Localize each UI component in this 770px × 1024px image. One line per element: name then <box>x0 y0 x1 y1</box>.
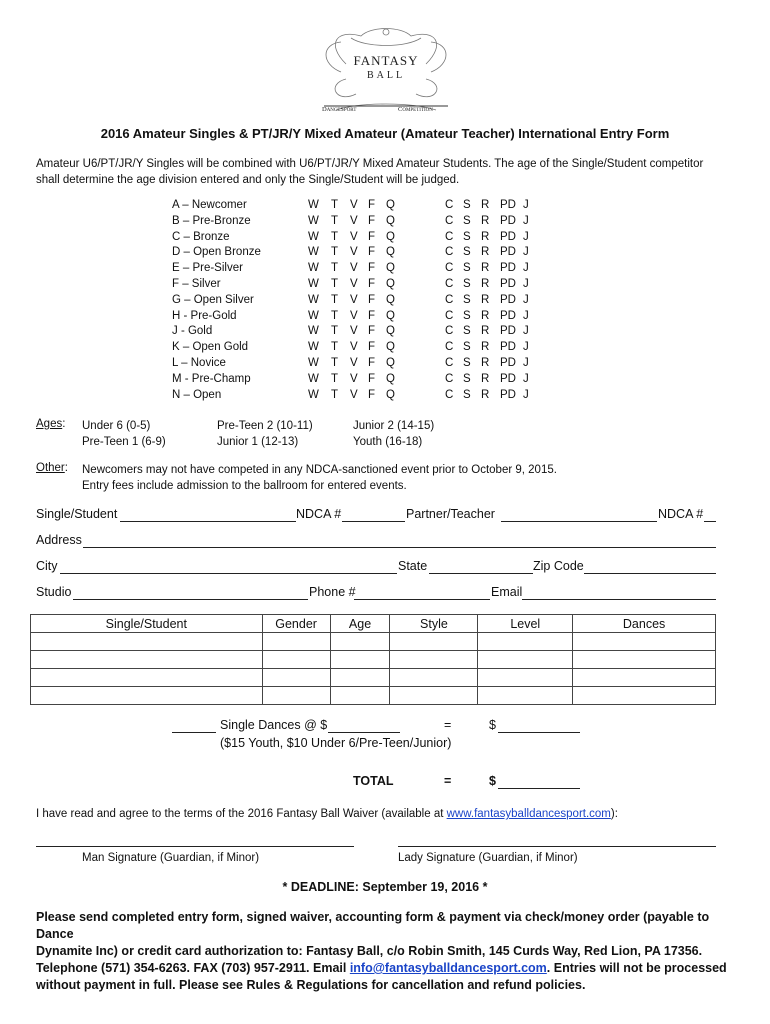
age-junior2: Junior 2 (14-15) <box>353 420 435 432</box>
standard-dance-option[interactable]: Q <box>386 372 395 385</box>
standard-dance-option[interactable]: W <box>308 372 319 385</box>
fee-note: ($15 Youth, $10 Under 6/Pre-Teen/Junior) <box>220 736 452 750</box>
form-title: 2016 Amateur Singles & PT/JR/Y Mixed Amateur (Amateur Teacher) International Entry Form <box>100 126 670 141</box>
table-cell[interactable] <box>330 633 390 651</box>
ages-col-3 <box>353 418 434 450</box>
level-name: G – Open Silver <box>172 293 254 306</box>
latin-dance-option[interactable]: R <box>481 309 490 322</box>
standard-dance-option[interactable]: F <box>368 230 376 243</box>
standard-dance-option[interactable]: Q <box>386 325 395 338</box>
standard-dance-option[interactable]: T <box>331 277 339 290</box>
lady-signature-line[interactable] <box>398 846 716 847</box>
deadline: * DEADLINE: September 19, 2016 * <box>282 880 488 894</box>
ages-col-1 <box>82 418 166 450</box>
latin-dance-option[interactable]: PD <box>500 341 516 354</box>
table-cell[interactable] <box>262 633 330 651</box>
equals-1: = <box>444 718 452 732</box>
waiver-link[interactable]: www.fantasyballdancesport.com <box>446 808 611 820</box>
ndca-2-label: NDCA # <box>658 507 704 521</box>
latin-dance-option[interactable]: C <box>445 309 454 322</box>
standard-dance-option[interactable]: T <box>331 293 339 306</box>
latin-dance-option[interactable]: PD <box>500 293 516 306</box>
col-single-student: Single/Student <box>31 615 263 633</box>
standard-dance-option[interactable]: F <box>368 214 376 227</box>
standard-dance-option[interactable]: F <box>368 325 376 338</box>
standard-dance-option[interactable]: T <box>331 372 339 385</box>
other-label-text: Other <box>36 462 65 474</box>
single-student-field[interactable] <box>120 521 296 522</box>
latin-dance-option[interactable]: S <box>463 388 471 401</box>
standard-dance-option[interactable]: T <box>331 388 339 401</box>
entries-table <box>30 614 716 705</box>
standard-dance-option[interactable]: V <box>350 293 358 306</box>
dollar-2: $ <box>489 774 496 788</box>
table-cell[interactable] <box>31 633 263 651</box>
man-signature-label: Man Signature (Guardian, if Minor) <box>82 852 260 864</box>
standard-dance-option[interactable]: Q <box>386 309 395 322</box>
level-name: E – Pre-Silver <box>172 262 243 275</box>
latin-dance-option[interactable]: C <box>445 356 454 369</box>
table-cell[interactable] <box>573 633 716 651</box>
dance-count-field[interactable] <box>172 732 216 733</box>
level-name: B – Pre-Bronze <box>172 214 251 227</box>
dollar-1: $ <box>489 718 496 732</box>
table-cell[interactable] <box>31 669 263 687</box>
closing-line-3b: . Entries will not be processed <box>546 961 727 975</box>
partner-teacher-field[interactable] <box>501 521 657 522</box>
latin-dance-option[interactable]: J <box>523 325 529 338</box>
ndca-1-field[interactable] <box>342 521 405 522</box>
single-student-label: Single/Student <box>36 507 118 521</box>
latin-dance-option[interactable]: R <box>481 388 490 401</box>
standard-dance-option[interactable]: T <box>331 230 339 243</box>
row-city <box>36 559 716 577</box>
latin-dance-option[interactable]: J <box>523 230 529 243</box>
standard-dance-option[interactable]: Q <box>386 293 395 306</box>
latin-dance-option[interactable]: PD <box>500 388 516 401</box>
waiver-text-main: I have read and agree to the terms of the 2016 Fantasy Ball Waiver (available at <box>36 808 447 820</box>
latin-dance-option[interactable]: C <box>445 341 454 354</box>
latin-dance-option[interactable]: J <box>523 372 529 385</box>
standard-dance-option[interactable]: W <box>308 309 319 322</box>
zip-field[interactable] <box>584 573 716 574</box>
standard-dance-option[interactable]: T <box>331 325 339 338</box>
closing-line-3 <box>36 960 746 977</box>
logo-left-word: DanceSport <box>322 106 357 113</box>
city-field[interactable] <box>60 573 397 574</box>
latin-dance-option[interactable]: R <box>481 199 490 211</box>
latin-dance-option[interactable]: C <box>445 230 454 243</box>
latin-dance-option[interactable]: S <box>463 293 471 306</box>
other-label-colon: : <box>64 462 68 474</box>
ages-col-2 <box>217 418 313 450</box>
standard-dance-option[interactable]: Q <box>386 277 395 290</box>
latin-dance-option[interactable]: J <box>523 388 529 401</box>
level-name: D – Open Bronze <box>172 246 261 259</box>
intro-line-1: Amateur U6/PT/JR/Y Singles will be combined with U6/PT/JR/Y Mixed Amateur Students. The age of the Single/Student competitor <box>36 158 704 170</box>
equals-2: = <box>444 774 452 788</box>
latin-dance-option[interactable]: C <box>445 199 454 211</box>
standard-dance-option[interactable]: V <box>350 356 358 369</box>
standard-dance-option[interactable]: F <box>368 277 376 290</box>
latin-dance-option[interactable]: R <box>481 214 490 227</box>
table-row <box>31 687 716 705</box>
latin-dance-option[interactable]: R <box>481 246 490 259</box>
latin-dance-option[interactable]: R <box>481 325 490 338</box>
latin-dance-option[interactable]: PD <box>500 214 516 227</box>
standard-dance-option[interactable]: W <box>308 277 319 290</box>
city-label: City <box>36 559 58 573</box>
standard-dance-option[interactable]: F <box>368 262 376 275</box>
age-youth: Youth (16-18) <box>353 436 423 448</box>
latin-dance-option[interactable]: R <box>481 230 490 243</box>
latin-dance-option[interactable]: S <box>463 309 471 322</box>
standard-dance-option[interactable]: T <box>331 262 339 275</box>
standard-dance-option[interactable]: F <box>368 388 376 401</box>
studio-field[interactable] <box>73 599 308 600</box>
col-style: Style <box>390 615 478 633</box>
latin-dance-option[interactable]: S <box>463 277 471 290</box>
latin-dance-option[interactable]: S <box>463 325 471 338</box>
waiver-text-end: ): <box>610 808 618 820</box>
standard-dance-option[interactable]: F <box>368 293 376 306</box>
standard-dance-option[interactable]: W <box>308 341 319 354</box>
lady-signature-label: Lady Signature (Guardian, if Minor) <box>398 852 578 864</box>
email-label: Email <box>491 585 523 599</box>
col-age: Age <box>330 615 390 633</box>
phone-field[interactable] <box>354 599 490 600</box>
fee-amount-field[interactable] <box>328 732 400 733</box>
level-name: H - Pre-Gold <box>172 309 237 322</box>
standard-dance-option[interactable]: V <box>350 309 358 322</box>
standard-dance-option[interactable]: W <box>308 199 319 211</box>
latin-dance-option[interactable]: J <box>523 341 529 354</box>
latin-dance-option[interactable]: PD <box>500 325 516 338</box>
standard-dance-option[interactable]: V <box>350 388 358 401</box>
standard-dance-option[interactable]: F <box>368 356 376 369</box>
table-cell[interactable] <box>262 651 330 669</box>
intro-line-2: shall determine the age division entered and only the Single/Student will be judged. <box>36 174 460 186</box>
total-label: TOTAL <box>353 774 394 788</box>
latin-dance-option[interactable]: S <box>463 214 471 227</box>
age-preteen1: Pre-Teen 1 (6-9) <box>82 436 166 448</box>
table-cell[interactable] <box>31 687 263 705</box>
latin-dance-option[interactable]: S <box>463 372 471 385</box>
level-name: C – Bronze <box>172 230 230 243</box>
level-name: L – Novice <box>172 356 226 369</box>
state-label: State <box>398 559 428 573</box>
address-field[interactable] <box>83 547 716 548</box>
level-name: A – Newcomer <box>172 199 247 211</box>
intro-text <box>36 156 736 188</box>
latin-dance-option[interactable]: J <box>523 214 529 227</box>
standard-dance-option[interactable]: Q <box>386 262 395 275</box>
table-cell[interactable] <box>390 669 478 687</box>
address-label: Address <box>36 533 82 547</box>
other-label <box>36 462 68 474</box>
fantasy-ball-logo <box>316 24 456 116</box>
latin-dance-option[interactable]: J <box>523 199 529 211</box>
latin-dance-option[interactable]: C <box>445 372 454 385</box>
standard-dance-option[interactable]: W <box>308 388 319 401</box>
standard-dance-option[interactable]: F <box>368 372 376 385</box>
waiver-text <box>36 808 618 820</box>
latin-dance-option[interactable]: PD <box>500 277 516 290</box>
latin-dance-option[interactable]: PD <box>500 246 516 259</box>
ages-label-colon: : <box>62 418 66 430</box>
latin-dance-option[interactable]: C <box>445 277 454 290</box>
latin-dance-option[interactable]: S <box>463 262 471 275</box>
table-cell[interactable] <box>573 687 716 705</box>
latin-dance-option[interactable]: R <box>481 356 490 369</box>
latin-dance-option[interactable]: R <box>481 372 490 385</box>
table-cell[interactable] <box>478 687 573 705</box>
col-level: Level <box>478 615 573 633</box>
latin-dance-option[interactable]: S <box>463 230 471 243</box>
standard-dance-option[interactable]: V <box>350 230 358 243</box>
logo-right-word: Competition <box>398 106 433 113</box>
table-row <box>31 669 716 687</box>
latin-dance-option[interactable]: J <box>523 356 529 369</box>
age-under6: Under 6 (0-5) <box>82 420 151 432</box>
col-dances: Dances <box>573 615 716 633</box>
table-cell[interactable] <box>330 687 390 705</box>
standard-dance-option[interactable]: V <box>350 325 358 338</box>
latin-dance-option[interactable]: S <box>463 341 471 354</box>
standard-dance-option[interactable]: V <box>350 372 358 385</box>
standard-dance-option[interactable]: Q <box>386 214 395 227</box>
latin-dance-option[interactable]: S <box>463 246 471 259</box>
standard-dance-option[interactable]: Q <box>386 230 395 243</box>
latin-dance-option[interactable]: J <box>523 277 529 290</box>
age-junior1: Junior 1 (12-13) <box>217 436 299 448</box>
standard-dance-option[interactable]: W <box>308 214 319 227</box>
latin-dance-option[interactable]: PD <box>500 372 516 385</box>
table-cell[interactable] <box>573 669 716 687</box>
level-name: K – Open Gold <box>172 341 249 354</box>
latin-dance-option[interactable]: C <box>445 262 454 275</box>
ages-label <box>36 418 65 430</box>
standard-dance-option[interactable]: V <box>350 246 358 259</box>
standard-dance-option[interactable]: W <box>308 293 319 306</box>
closing-instructions <box>36 909 746 994</box>
state-field[interactable] <box>429 573 533 574</box>
age-preteen2: Pre-Teen 2 (10-11) <box>217 420 313 432</box>
entries-header-row <box>31 615 716 633</box>
latin-dance-option[interactable]: PD <box>500 262 516 275</box>
standard-dance-option[interactable]: W <box>308 230 319 243</box>
table-cell[interactable] <box>262 687 330 705</box>
man-signature-line[interactable] <box>36 846 354 847</box>
row-address <box>36 533 716 551</box>
table-cell[interactable] <box>390 687 478 705</box>
standard-dance-option[interactable]: W <box>308 262 319 275</box>
table-row <box>31 651 716 669</box>
row-names <box>36 507 716 525</box>
table-cell[interactable] <box>390 651 478 669</box>
standard-dance-option[interactable]: F <box>368 341 376 354</box>
col-gender: Gender <box>262 615 330 633</box>
latin-dance-option[interactable]: R <box>481 262 490 275</box>
phone-label: Phone # <box>309 585 356 599</box>
latin-dance-option[interactable]: C <box>445 293 454 306</box>
standard-dance-option[interactable]: Q <box>386 356 395 369</box>
table-cell[interactable] <box>330 651 390 669</box>
table-cell[interactable] <box>31 651 263 669</box>
other-text <box>82 462 557 494</box>
other-line-1: Newcomers may not have competed in any NDCA-sanctioned event prior to October 9, 2015. <box>82 464 557 476</box>
standard-dance-option[interactable]: V <box>350 277 358 290</box>
contact-email-link[interactable]: info@fantasyballdancesport.com <box>349 961 547 975</box>
latin-dance-option[interactable]: PD <box>500 309 516 322</box>
standard-dance-option[interactable]: T <box>331 246 339 259</box>
table-cell[interactable] <box>478 669 573 687</box>
level-name: F – Silver <box>172 277 221 290</box>
standard-dance-option[interactable]: Q <box>386 199 395 211</box>
standard-dance-option[interactable]: V <box>350 341 358 354</box>
standard-dance-option[interactable]: Q <box>386 246 395 259</box>
latin-dance-option[interactable]: R <box>481 341 490 354</box>
standard-dance-option[interactable]: F <box>368 199 376 211</box>
latin-dance-option[interactable]: J <box>523 262 529 275</box>
row-total <box>353 774 593 792</box>
latin-dance-option[interactable]: R <box>481 293 490 306</box>
table-cell[interactable] <box>262 669 330 687</box>
table-cell[interactable] <box>478 633 573 651</box>
total-field[interactable] <box>498 788 580 789</box>
standard-dance-option[interactable]: V <box>350 214 358 227</box>
table-cell[interactable] <box>573 651 716 669</box>
latin-dance-option[interactable]: C <box>445 388 454 401</box>
email-field[interactable] <box>522 599 716 600</box>
level-name: M - Pre-Champ <box>172 372 251 385</box>
latin-dance-option[interactable]: J <box>523 309 529 322</box>
standard-dance-option[interactable]: T <box>331 214 339 227</box>
zip-label: Zip Code <box>533 559 584 573</box>
latin-dance-option[interactable]: J <box>523 246 529 259</box>
partner-teacher-label: Partner/Teacher <box>406 507 495 521</box>
logo-name-top: FANTASY <box>353 53 419 68</box>
row-single-dances <box>172 718 592 736</box>
table-cell[interactable] <box>390 633 478 651</box>
table-cell[interactable] <box>330 669 390 687</box>
level-name: N – Open <box>172 388 222 401</box>
closing-line-4: without payment in full. Please see Rules & Regulations for cancellation and refund policies. <box>36 978 586 992</box>
latin-dance-option[interactable]: J <box>523 293 529 306</box>
standard-dance-option[interactable]: T <box>331 199 339 211</box>
latin-dance-option[interactable]: PD <box>500 199 516 211</box>
ndca-1-label: NDCA # <box>296 507 342 521</box>
other-line-2: Entry fees include admission to the ballroom for entered events. <box>82 480 407 492</box>
standard-dance-option[interactable]: V <box>350 199 358 211</box>
level-name: J - Gold <box>172 325 213 338</box>
latin-dance-option[interactable]: PD <box>500 356 516 369</box>
standard-dance-option[interactable]: W <box>308 325 319 338</box>
table-cell[interactable] <box>478 651 573 669</box>
standard-dance-option[interactable]: T <box>331 356 339 369</box>
subtotal-field[interactable] <box>498 732 580 733</box>
standard-dance-option[interactable]: F <box>368 309 376 322</box>
closing-line-1: Please send completed entry form, signed waiver, accounting form & payment via check/money order (payable to Dance <box>36 910 710 941</box>
logo-name-bottom: BALL <box>366 70 406 81</box>
standard-dance-option[interactable]: W <box>308 246 319 259</box>
latin-dance-option[interactable]: S <box>463 356 471 369</box>
standard-dance-option[interactable]: T <box>331 341 339 354</box>
studio-label: Studio <box>36 585 72 599</box>
standard-dance-option[interactable]: Q <box>386 341 395 354</box>
latin-dance-option[interactable]: S <box>463 199 471 211</box>
ages-label-text: Ages <box>36 418 63 430</box>
closing-line-3a: Telephone (571) 354-6263. FAX (703) 957-2911. Email <box>36 961 350 975</box>
ndca-2-field[interactable] <box>704 521 716 522</box>
row-studio <box>36 585 716 603</box>
closing-line-2: Dynamite Inc) or credit card authorization to: Fantasy Ball, c/o Robin Smith, 145 Curds Way, Red Lion, PA 17356. <box>36 944 703 958</box>
standard-dance-option[interactable]: V <box>350 262 358 275</box>
latin-dance-option[interactable]: C <box>445 246 454 259</box>
standard-dance-option[interactable]: T <box>331 309 339 322</box>
latin-dance-option[interactable]: C <box>445 325 454 338</box>
table-row <box>31 633 716 651</box>
latin-dance-option[interactable]: C <box>445 214 454 227</box>
standard-dance-option[interactable]: W <box>308 356 319 369</box>
latin-dance-option[interactable]: PD <box>500 230 516 243</box>
standard-dance-option[interactable]: Q <box>386 388 395 401</box>
latin-dance-option[interactable]: R <box>481 277 490 290</box>
single-dances-label: Single Dances @ $ <box>220 718 328 732</box>
standard-dance-option[interactable]: F <box>368 246 376 259</box>
